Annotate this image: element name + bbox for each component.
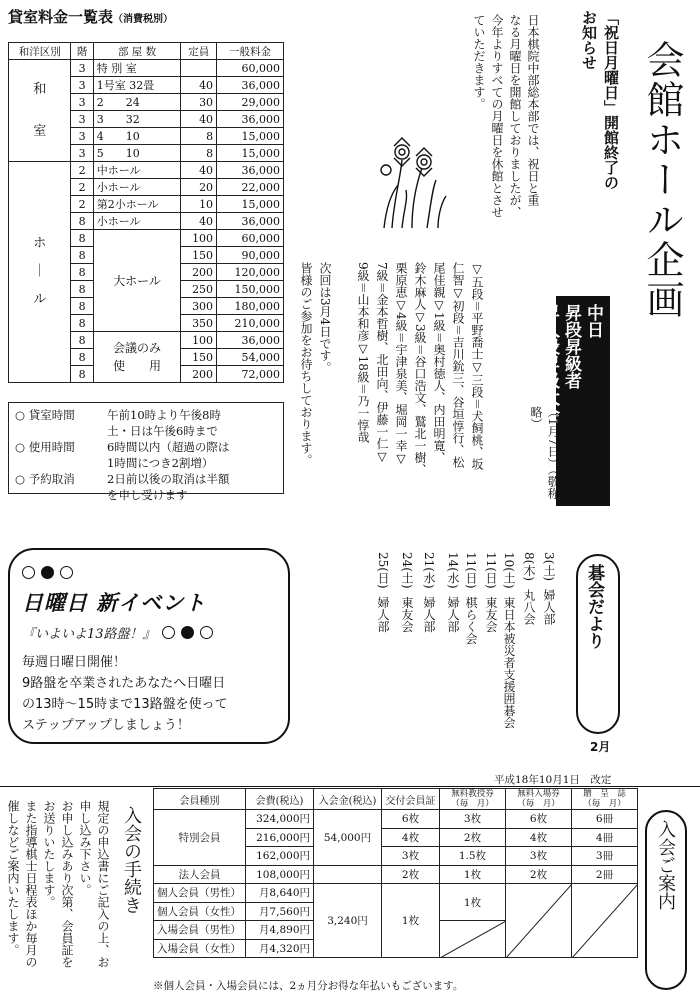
rent-fee: 22,000 <box>217 179 284 196</box>
mem-type: 入場会員（女性） <box>154 939 246 958</box>
mem-entry: 3枚 <box>506 847 572 866</box>
rent-note <box>15 407 277 439</box>
mem-type: 法人会員 <box>154 865 246 884</box>
rent-floor: 8 <box>71 264 93 281</box>
rent-capacity <box>181 60 217 77</box>
mem-lesson: 3枚 <box>440 810 506 829</box>
membership-table <box>153 788 638 958</box>
mem-fee: 324,000円 <box>246 810 314 829</box>
membership-note: ※個人会員・入場会員には、2ヵ月分お得な年払いもございます。 <box>153 980 464 992</box>
event-body: 毎週日曜日開催！ 9路盤を卒業されたあなたへ日曜日 の13時〜15時まで13路盤を使って ステップアップしましょう！ <box>22 655 228 733</box>
rent-floor: 8 <box>71 230 93 247</box>
meeting-only-label: 会議のみ 使 用 <box>93 332 181 383</box>
rent-capacity: 200 <box>181 264 217 281</box>
rent-note-value: 2日前以後の取消は半額 を申し受けます <box>107 472 230 502</box>
event-subtitle: 『いよいよ13路盤！』 <box>22 627 156 642</box>
mem-entry: 6枚 <box>506 810 572 829</box>
rent-note-key: ○ 予約取消 <box>15 472 75 486</box>
rent-capacity: 20 <box>181 179 217 196</box>
rent-floor: 8 <box>71 247 93 264</box>
mem-lesson-empty <box>440 921 506 958</box>
rent-note-value: 午前10時より午後8時 土・日は午後6時まで <box>107 408 221 438</box>
mem-type: 入場会員（男性） <box>154 921 246 940</box>
rent-notes <box>8 402 284 502</box>
rent-floor: 3 <box>71 94 93 111</box>
rent-header: 和洋区別 <box>9 43 71 60</box>
rent-floor: 3 <box>71 77 93 94</box>
promotion-list: ▽五段＝平野喬士▽三段＝犬飼桃、坂 仁智▽初段＝吉川鈗三、谷垣惇行、松 尾佳親▽1級＝奥村徳人、内田明寛、 鈴木麻人▽3級＝谷口浩文、鷲北一樹、 栗原恵▽4級＝宇津泉美、堀岡一幸▽ 7級＝金本哲樹、北田向、伊藤一仁▽ 9級＝山本和彦▽18級＝乃一惇哉 次回は3月4日です。 皆様のご参加をお待ちしております。 <box>299 262 484 476</box>
rent-note-key: ○ 貸室時間 <box>15 408 75 422</box>
mem-lesson: 1枚 <box>440 865 506 884</box>
rent-floor: 8 <box>71 298 93 315</box>
revision-date: 平成18年10月1日 改定 <box>494 774 612 786</box>
rent-row <box>9 162 284 179</box>
mem-card: 1枚 <box>382 884 440 958</box>
mem-fee: 108,000円 <box>246 865 314 884</box>
rent-capacity: 250 <box>181 281 217 298</box>
mem-row <box>154 865 638 884</box>
rent-fee: 210,000 <box>217 315 284 332</box>
circle-filled-icon <box>41 566 54 579</box>
circle-filled-icon <box>181 626 194 639</box>
mem-header: 会費(税込) <box>246 789 314 810</box>
rent-fee: 36,000 <box>217 213 284 230</box>
rent-capacity: 10 <box>181 196 217 213</box>
rent-fee: 150,000 <box>217 281 284 298</box>
mem-card: 6枚 <box>382 810 440 829</box>
rent-floor: 2 <box>71 196 93 213</box>
rent-fee: 29,000 <box>217 94 284 111</box>
mem-fee: 月7,560円 <box>246 902 314 921</box>
rent-capacity: 350 <box>181 315 217 332</box>
schedule-day: 8(木) <box>522 552 536 581</box>
schedule-item <box>520 552 538 742</box>
rent-capacity: 300 <box>181 298 217 315</box>
schedule-event: 婦人部 <box>422 596 436 633</box>
rent-note-key: ○ 使用時間 <box>15 440 75 454</box>
schedule-day: 24(土) <box>400 552 414 589</box>
mem-join-fee <box>314 865 382 884</box>
rent-room: 3 32 <box>93 111 181 128</box>
mem-entry: 2枚 <box>506 865 572 884</box>
rent-capacity: 40 <box>181 77 217 94</box>
rent-row <box>9 60 284 77</box>
mem-type: 個人会員（女性） <box>154 902 246 921</box>
mem-header: 無料教授券 （毎 月） <box>440 789 506 810</box>
mem-card: 4枚 <box>382 828 440 847</box>
mem-magazine: 4冊 <box>572 828 638 847</box>
rent-note <box>15 471 277 503</box>
schedule-item <box>540 552 558 742</box>
schedule-event: 東友会 <box>400 596 414 633</box>
circle-icon <box>22 566 35 579</box>
rent-capacity: 8 <box>181 128 217 145</box>
event-title: 日曜日 新イベント <box>22 591 207 615</box>
schedule-day: 11(日) <box>464 552 478 589</box>
mem-entry: 4枚 <box>506 828 572 847</box>
schedule-day: 11(日) <box>484 552 498 589</box>
mem-card: 2枚 <box>382 865 440 884</box>
schedule-event: 婦人部 <box>446 596 460 633</box>
rent-capacity: 40 <box>181 213 217 230</box>
rent-fee: 36,000 <box>217 111 284 128</box>
rent-floor: 3 <box>71 111 93 128</box>
rent-fee: 120,000 <box>217 264 284 281</box>
rent-fee: 60,000 <box>217 60 284 77</box>
rent-floor: 8 <box>71 213 93 230</box>
mem-lesson: 1枚 <box>440 884 506 921</box>
mem-header: 交付会員証 <box>382 789 440 810</box>
rent-room: 2 24 <box>93 94 181 111</box>
holiday-body: 日本棋院中部総本部では、祝日と重 なる月曜日を開館しておりましたが、 今年よりすべての月曜日を休館とさせ ていただきます。 <box>472 14 540 218</box>
rent-fee: 15,000 <box>217 196 284 213</box>
schedule-day: 10(土) <box>502 552 516 589</box>
rent-floor: 8 <box>71 332 93 349</box>
circle-icon <box>162 626 175 639</box>
mem-header: 会員種別 <box>154 789 246 810</box>
promotion-heading-box: 中日 昇段昇級者 昇入段昇級大会 <box>556 296 610 506</box>
rent-floor: 3 <box>71 145 93 162</box>
schedule-event: 東友会 <box>484 596 498 633</box>
rent-capacity: 30 <box>181 94 217 111</box>
rent-header: 定員 <box>181 43 217 60</box>
schedule-day: 25(日) <box>376 552 390 589</box>
narcissus-icon <box>372 130 452 230</box>
mem-fee: 162,000円 <box>246 847 314 866</box>
rent-room: 小ホール <box>93 179 181 196</box>
schedule-item <box>420 552 438 742</box>
rent-title: 貸室料金一覧表（消費税別） <box>8 8 174 26</box>
mem-row <box>154 810 638 829</box>
mem-card: 3枚 <box>382 847 440 866</box>
schedule-item <box>398 552 416 742</box>
rent-capacity: 150 <box>181 247 217 264</box>
rent-room: 中ホール <box>93 162 181 179</box>
rent-fee: 90,000 <box>217 247 284 264</box>
rent-fee: 54,000 <box>217 349 284 366</box>
rent-capacity: 150 <box>181 349 217 366</box>
mem-fee: 月4,890円 <box>246 921 314 940</box>
circle-icon <box>60 566 73 579</box>
schedule-event: 婦人部 <box>376 596 390 633</box>
rent-fee: 60,000 <box>217 230 284 247</box>
mem-magazine-empty <box>572 884 638 958</box>
join-guide-title: 入会ご案内 <box>655 820 676 910</box>
go-news-month: 2月 <box>590 740 611 754</box>
rent-floor: 3 <box>71 60 93 77</box>
rent-fee: 36,000 <box>217 77 284 94</box>
rent-room: 小ホール <box>93 213 181 230</box>
rent-header: 一般料金 <box>217 43 284 60</box>
rent-floor: 8 <box>71 315 93 332</box>
rent-floor: 2 <box>71 179 93 196</box>
big-hall-label: 大ホール <box>93 230 181 332</box>
rent-fee: 36,000 <box>217 332 284 349</box>
rent-category: 和 室 <box>9 60 71 162</box>
rent-note <box>15 439 277 471</box>
rent-note-value: 6時間以内（超過の際は 1時間につき2割増） <box>107 440 230 470</box>
rent-room: 1号室 32畳 <box>93 77 181 94</box>
mem-header: 贈 呈 誌 （毎 月） <box>572 789 638 810</box>
mem-type: 特別会員 <box>154 810 246 866</box>
schedule-event: 婦人部 <box>542 589 556 625</box>
rent-capacity: 100 <box>181 230 217 247</box>
procedure-title: 入会の手続き <box>121 806 142 914</box>
mem-header: 無料入場券 （毎 月） <box>506 789 572 810</box>
rent-floor: 2 <box>71 162 93 179</box>
rent-room: 4 10 <box>93 128 181 145</box>
event-subtitle-row <box>22 623 276 642</box>
mem-fee: 月8,640円 <box>246 884 314 903</box>
schedule-event: 東日本被災者支援囲碁会 <box>502 596 516 729</box>
rent-room: 5 10 <box>93 145 181 162</box>
rent-fee: 36,000 <box>217 162 284 179</box>
rent-header: 階 <box>71 43 93 60</box>
hall-title: 会館ホール企画 <box>640 40 684 320</box>
rent-capacity: 40 <box>181 162 217 179</box>
mem-join-fee: 3,240円 <box>314 884 382 958</box>
holiday-title: 「祝日月曜日」開館終了の お知らせ <box>580 10 620 190</box>
procedure-body: 規定の申込書にご記入の上、お 申し込み下さい。 お申し込みあり次第、会員証を お送りいたします。 また指導棋士日程表ほか毎月の 催しなどご案内いたします。 <box>6 800 110 968</box>
rent-floor: 8 <box>71 349 93 366</box>
rent-header: 部 屋 数 <box>93 43 181 60</box>
mem-magazine: 3冊 <box>572 847 638 866</box>
rent-capacity: 100 <box>181 332 217 349</box>
rent-floor: 8 <box>71 366 93 383</box>
schedule-item <box>444 552 462 742</box>
schedule-item <box>482 552 500 742</box>
schedule-event: 棋らく会 <box>464 596 478 645</box>
circle-decoration <box>22 566 276 579</box>
rent-floor: 3 <box>71 128 93 145</box>
schedule-day: 21(水) <box>422 552 436 589</box>
mem-magazine: 2冊 <box>572 865 638 884</box>
rent-fee: 15,000 <box>217 145 284 162</box>
rent-fee: 72,000 <box>217 366 284 383</box>
mem-header: 入会金(税込) <box>314 789 382 810</box>
schedule-event: 丸八会 <box>522 589 536 625</box>
mem-type: 個人会員（男性） <box>154 884 246 903</box>
rent-fee: 180,000 <box>217 298 284 315</box>
mem-lesson: 2枚 <box>440 828 506 847</box>
mem-entry-empty <box>506 884 572 958</box>
event-box <box>8 548 290 744</box>
promotion-date: （1月7日）（敬称略） <box>529 406 560 500</box>
mem-fee: 216,000円 <box>246 828 314 847</box>
schedule-item <box>500 552 518 742</box>
schedule-day: 14(水) <box>446 552 460 589</box>
mem-lesson: 1.5枚 <box>440 847 506 866</box>
rent-category: ホ ｜ ル <box>9 162 71 383</box>
schedule-day: 3(土) <box>542 552 556 581</box>
go-news-title: 碁会だより <box>584 564 604 649</box>
rent-capacity: 40 <box>181 111 217 128</box>
rent-room: 第2小ホール <box>93 196 181 213</box>
mem-join-fee: 54,000円 <box>314 810 382 866</box>
schedule-item <box>462 552 480 742</box>
rent-table <box>8 42 284 383</box>
rent-fee: 15,000 <box>217 128 284 145</box>
schedule-item <box>374 552 392 742</box>
rent-capacity: 200 <box>181 366 217 383</box>
mem-magazine: 6冊 <box>572 810 638 829</box>
rent-room: 特 別 室 <box>93 60 181 77</box>
rent-capacity: 8 <box>181 145 217 162</box>
mem-row <box>154 884 638 903</box>
circle-icon <box>200 626 213 639</box>
rent-floor: 8 <box>71 281 93 298</box>
mem-fee: 月4,320円 <box>246 939 314 958</box>
